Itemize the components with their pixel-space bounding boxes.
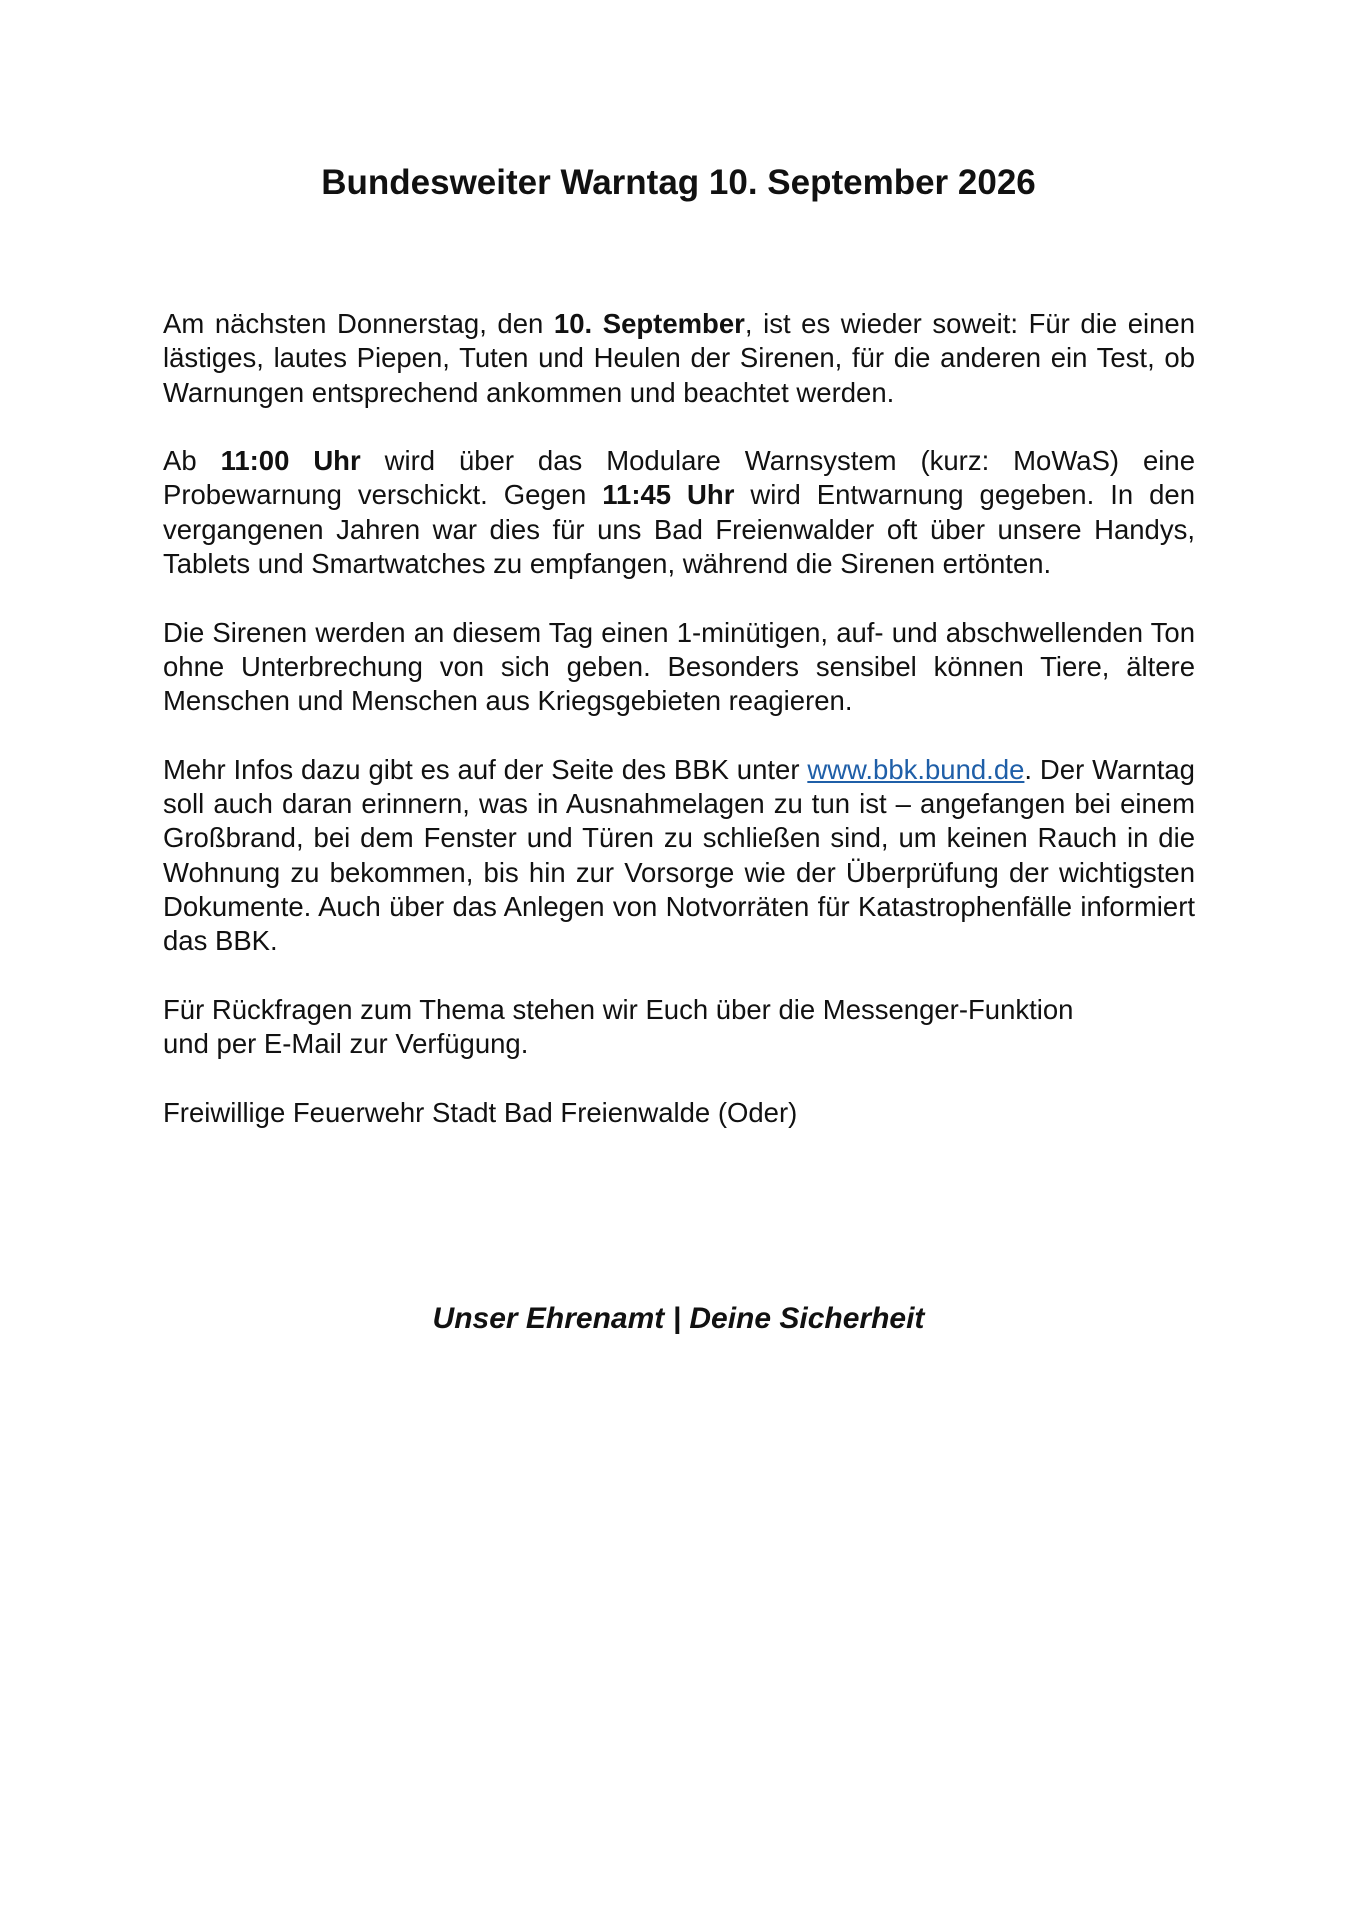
paragraph-intro-text-2: , ist es wieder soweit: Für die einen lästiges, lautes Piepen, Tuten und Heulen der Sirenen, für die anderen ein Test, ob Warnungen entsprechend ankommen und beachtet werden.: [163, 308, 1195, 408]
bbk-link[interactable]: www.bbk.bund.de: [807, 753, 1025, 785]
paragraph-intro: [163, 307, 1195, 410]
slogan: Unser Ehrenamt | Deine Sicherheit: [432, 1302, 925, 1335]
paragraph-contact-line-2: und per E-Mail zur Verfügung.: [163, 1028, 529, 1060]
paragraph-schedule-text-3: wird Entwarnung gegeben. In den vergangenen Jahren war dies für uns Bad Freienwalder oft über unsere Handys, Tablets und Smartwatches zu empfangen, während die Sirenen ertönten.: [163, 479, 1196, 580]
date-highlight: 10. September: [553, 308, 745, 339]
paragraph-contact-line-1: Für Rückfragen zum Thema stehen wir Euch über die Messenger-Funktion: [163, 993, 1074, 1025]
start-time-highlight: 11:00 Uhr: [220, 445, 361, 477]
document-body: [163, 307, 1195, 1164]
paragraph-sirens: Die Sirenen werden an diesem Tag einen 1-minütigen, auf- und abschwellenden Ton ohne Unterbrechung von sich geben. Besonders sensibel können Tiere, ältere Menschen und Menschen aus Kriegsgebieten reagieren.: [163, 616, 1195, 717]
paragraph-schedule-text-2: wird über das Modulare Warnsystem (kurz: MoWaS) eine Probewarnung verschickt. Gegen: [163, 445, 1195, 511]
paragraph-info: [163, 753, 1195, 959]
paragraph-info-text-2: . Der Warntag soll auch daran erinnern, was in Ausnahmelagen zu tun ist – angefangen bei einem Großbrand, bei dem Fenster und Türen zu schließen sind, um keinen Rauch in die Wohnung zu bekommen, bis hin zur Vorsorge wie der Überprüfung der wichtigsten Dokumente. Auch über das Anlegen von Notvorräten für Katastrophenfälle informiert das BBK.: [163, 753, 1195, 957]
paragraph-contact: [163, 993, 1195, 1062]
paragraph-schedule: [163, 444, 1195, 581]
paragraph-schedule-text-1: Ab: [163, 445, 221, 477]
paragraph-intro-text-1: Am nächsten Donnerstag, den: [163, 308, 554, 339]
page-title: Bundesweiter Warntag 10. September 2026: [321, 163, 1036, 202]
end-time-highlight: 11:45 Uhr: [602, 479, 735, 511]
signature: Freiwillige Feuerwehr Stadt Bad Freienwalde (Oder): [163, 1096, 798, 1128]
paragraph-info-text-1: Mehr Infos dazu gibt es auf der Seite des BBK unter: [163, 753, 808, 785]
